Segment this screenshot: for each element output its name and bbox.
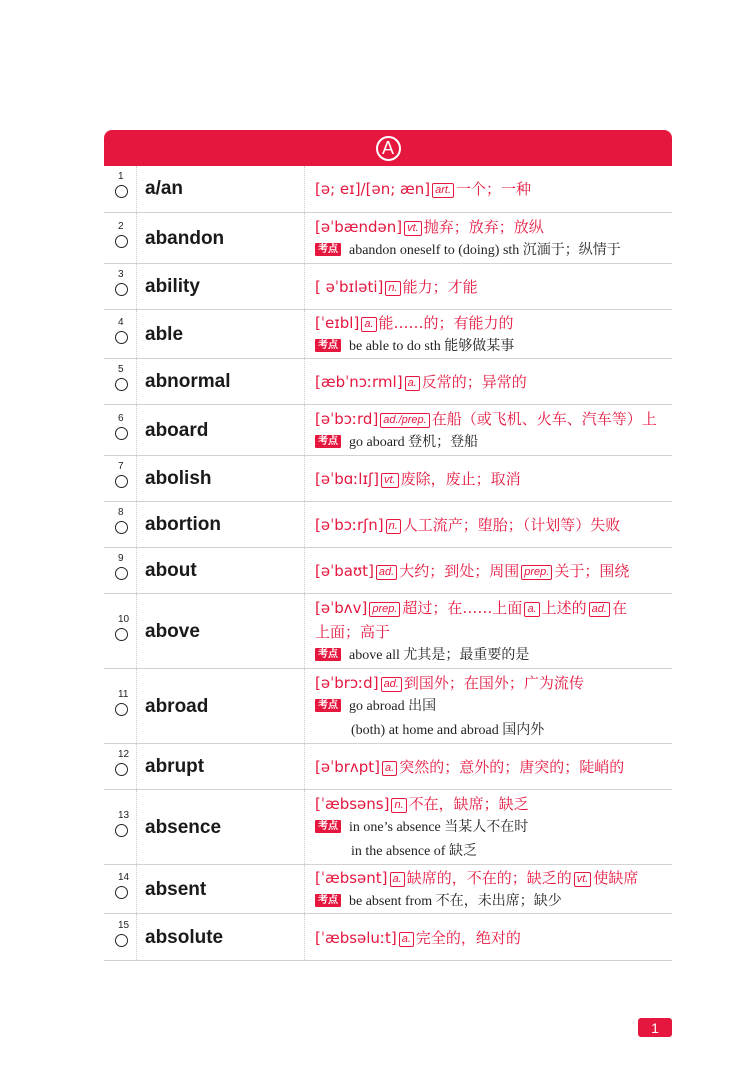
meaning: 在船（或飞机、火车、汽车等）上 bbox=[431, 409, 657, 428]
meaning: 不在，缺席；缺乏 bbox=[408, 794, 529, 813]
entry-number: 2 bbox=[118, 220, 124, 232]
meaning: 能力；才能 bbox=[402, 278, 478, 296]
meaning: 废除，废止；取消 bbox=[400, 470, 521, 488]
exam-point-line bbox=[315, 644, 668, 668]
entry-row bbox=[104, 358, 672, 404]
checkbox-circle-icon[interactable] bbox=[115, 934, 128, 947]
checkbox-circle-icon[interactable] bbox=[115, 567, 128, 580]
definition-line bbox=[315, 467, 668, 491]
phonetic: [əˈbaʊt] bbox=[315, 562, 374, 580]
part-of-speech-tag: a. bbox=[524, 602, 539, 617]
entry-word: abortion bbox=[145, 514, 221, 535]
checkbox-circle-icon[interactable] bbox=[115, 628, 128, 641]
exam-point-text: (both) at home and abroad 国内外 bbox=[351, 722, 545, 738]
part-of-speech-tag: ad. bbox=[589, 602, 610, 617]
checkbox-circle-icon[interactable] bbox=[115, 763, 128, 776]
exam-point-badge: 考点 bbox=[315, 894, 341, 907]
phonetic: [æbˈnɔːrml] bbox=[315, 373, 403, 391]
definition-line bbox=[315, 177, 668, 201]
exam-point-text: abandon oneself to (doing) sth 沉湎于；纵情于 bbox=[349, 242, 621, 258]
definition-line bbox=[315, 559, 668, 583]
entry-word: aboard bbox=[145, 419, 209, 441]
definition-line bbox=[315, 792, 668, 816]
exam-point-line bbox=[315, 335, 668, 359]
exam-point-badge: 考点 bbox=[315, 243, 341, 256]
part-of-speech-tag: ad. bbox=[381, 677, 402, 692]
entry-word: about bbox=[145, 560, 197, 581]
checkbox-circle-icon[interactable] bbox=[115, 475, 128, 488]
definition-line bbox=[315, 275, 668, 299]
entry-number: 14 bbox=[118, 871, 130, 883]
part-of-speech-tag: a. bbox=[399, 932, 414, 947]
entry-row bbox=[104, 913, 672, 960]
phonetic: [ˈæbsəluːt] bbox=[315, 928, 397, 947]
phonetic: [ əˈbɪləti] bbox=[315, 278, 384, 296]
exam-point-text: be absent from 不在，未出席；缺少 bbox=[349, 893, 562, 909]
meaning: 上述的 bbox=[541, 598, 587, 617]
entry-word: abrupt bbox=[145, 756, 205, 777]
entry-number: 7 bbox=[118, 461, 124, 472]
exam-point-badge: 考点 bbox=[315, 820, 341, 833]
entry-word: abandon bbox=[145, 227, 225, 249]
exam-point-line bbox=[315, 695, 668, 719]
entry-word: abroad bbox=[145, 695, 209, 717]
part-of-speech-tag: ad./prep. bbox=[380, 413, 429, 428]
meaning: 一个；一种 bbox=[456, 180, 532, 198]
exam-point-text: go aboard 登机；登船 bbox=[349, 434, 479, 450]
part-of-speech-tag: n. bbox=[391, 798, 406, 813]
entry-word: absent bbox=[145, 878, 207, 900]
part-of-speech-tag: n. bbox=[385, 281, 400, 296]
definition-line bbox=[315, 311, 668, 335]
entry-row bbox=[104, 501, 672, 547]
part-of-speech-tag: prep. bbox=[521, 565, 552, 580]
entry-definition bbox=[315, 671, 668, 743]
entry-definition bbox=[315, 215, 668, 263]
page-number: 1 bbox=[638, 1018, 672, 1037]
exam-point-line bbox=[315, 431, 668, 455]
phonetic: [ˈeɪbl] bbox=[315, 313, 360, 332]
entry-definition bbox=[315, 311, 668, 359]
checkbox-circle-icon[interactable] bbox=[115, 378, 128, 391]
entry-number: 6 bbox=[118, 412, 124, 424]
checkbox-circle-icon[interactable] bbox=[115, 886, 128, 899]
entry-word: absolute bbox=[145, 926, 224, 948]
entry-row bbox=[104, 789, 672, 864]
entry-definition bbox=[315, 866, 668, 914]
exam-point-text: above all 尤其是；最重要的是 bbox=[349, 647, 530, 663]
part-of-speech-tag: ad. bbox=[376, 565, 397, 580]
entry-definition bbox=[315, 792, 668, 864]
entry-row bbox=[104, 593, 672, 668]
meaning: 完全的，绝对的 bbox=[415, 928, 521, 947]
definition-line bbox=[315, 596, 668, 620]
phonetic: [əˈbɑːlɪʃ] bbox=[315, 470, 379, 488]
entry-row bbox=[104, 668, 672, 743]
part-of-speech-tag: a. bbox=[382, 761, 397, 776]
part-of-speech-tag: a. bbox=[405, 376, 420, 391]
exam-point-line bbox=[315, 239, 668, 263]
part-of-speech-tag: n. bbox=[386, 519, 401, 534]
entry-number: 12 bbox=[118, 749, 130, 760]
entry-row bbox=[104, 309, 672, 358]
phonetic: [ˈæbsəns] bbox=[315, 794, 390, 813]
entry-definition bbox=[315, 370, 668, 394]
meaning: 缺席的，不在的；缺乏的 bbox=[406, 868, 572, 887]
entry-number: 5 bbox=[118, 364, 124, 375]
meaning: 反常的；异常的 bbox=[421, 373, 527, 391]
exam-point-line bbox=[315, 840, 668, 864]
exam-point-badge: 考点 bbox=[315, 339, 341, 352]
entry-row bbox=[104, 455, 672, 501]
meaning: 使缺席 bbox=[593, 868, 639, 887]
exam-point-text: be able to do sth 能够做某事 bbox=[349, 338, 515, 354]
section-letter: A bbox=[376, 136, 401, 161]
meaning: 到国外；在国外；广为流传 bbox=[403, 673, 584, 692]
exam-point-text: go abroad 出国 bbox=[349, 698, 437, 714]
checkbox-circle-icon[interactable] bbox=[115, 235, 128, 248]
entry-list bbox=[104, 166, 672, 960]
checkbox-circle-icon[interactable] bbox=[115, 185, 128, 198]
entry-row bbox=[104, 743, 672, 789]
checkbox-circle-icon[interactable] bbox=[115, 703, 128, 716]
entry-number: 15 bbox=[118, 919, 130, 931]
definition-line bbox=[315, 620, 668, 644]
exam-point-badge: 考点 bbox=[315, 435, 341, 448]
exam-point-text: in the absence of 缺乏 bbox=[351, 843, 477, 859]
entry-definition bbox=[315, 275, 668, 299]
definition-line bbox=[315, 671, 668, 695]
entry-number: 3 bbox=[118, 269, 124, 280]
entry-definition bbox=[315, 513, 668, 537]
entry-number: 1 bbox=[118, 171, 124, 182]
entry-definition bbox=[315, 926, 668, 950]
phonetic: [əˈbɔːrʃn] bbox=[315, 516, 384, 534]
definition-line bbox=[315, 215, 668, 239]
meaning: 关于；围绕 bbox=[554, 562, 630, 580]
phonetic: [əˈbrɔːd] bbox=[315, 673, 379, 692]
entry-word: ability bbox=[145, 276, 200, 297]
entry-row bbox=[104, 404, 672, 455]
vocabulary-table bbox=[104, 130, 672, 961]
entry-word: above bbox=[145, 620, 200, 642]
entry-row bbox=[104, 263, 672, 309]
entry-row bbox=[104, 864, 672, 913]
phonetic: [ə; eɪ]/[ən; æn] bbox=[315, 180, 431, 198]
exam-point-line bbox=[315, 890, 668, 914]
phonetic: [ˈæbsənt] bbox=[315, 868, 388, 887]
entry-number: 9 bbox=[118, 553, 124, 564]
entry-definition bbox=[315, 407, 668, 455]
part-of-speech-tag: a. bbox=[390, 872, 405, 887]
entry-row bbox=[104, 166, 672, 212]
definition-line bbox=[315, 407, 668, 431]
entry-number: 8 bbox=[118, 507, 124, 518]
meaning: 上面；高于 bbox=[315, 622, 391, 641]
checkbox-circle-icon[interactable] bbox=[115, 331, 128, 344]
part-of-speech-tag: vt. bbox=[404, 221, 422, 236]
part-of-speech-tag: vt. bbox=[381, 473, 399, 488]
exam-point-line bbox=[315, 719, 668, 743]
meaning: 超过；在……上面 bbox=[402, 598, 523, 617]
definition-line bbox=[315, 926, 668, 950]
part-of-speech-tag: vt. bbox=[574, 872, 592, 887]
entry-number: 10 bbox=[118, 613, 130, 625]
checkbox-circle-icon[interactable] bbox=[115, 521, 128, 534]
part-of-speech-tag: art. bbox=[432, 183, 454, 198]
entry-word: abolish bbox=[145, 468, 212, 489]
definition-line bbox=[315, 866, 668, 890]
meaning: 大约；到处；周围 bbox=[399, 562, 520, 580]
phonetic: [əˈbændən] bbox=[315, 217, 403, 236]
part-of-speech-tag: prep. bbox=[369, 602, 400, 617]
exam-point-line bbox=[315, 816, 668, 840]
checkbox-circle-icon[interactable] bbox=[115, 824, 128, 837]
entry-definition bbox=[315, 559, 668, 583]
entry-word: absence bbox=[145, 816, 222, 838]
exam-point-badge: 考点 bbox=[315, 648, 341, 661]
meaning: 抛弃；放弃；放纵 bbox=[423, 217, 544, 236]
part-of-speech-tag: a. bbox=[361, 317, 376, 332]
entry-definition bbox=[315, 467, 668, 491]
phonetic: [əˈbʌv] bbox=[315, 598, 368, 617]
meaning: 在 bbox=[611, 598, 627, 617]
entry-number: 4 bbox=[118, 316, 124, 328]
phonetic: [əˈbrʌpt] bbox=[315, 758, 381, 776]
entry-definition bbox=[315, 596, 668, 668]
meaning: 突然的；意外的；唐突的；陡峭的 bbox=[399, 758, 625, 776]
entry-row bbox=[104, 212, 672, 263]
exam-point-badge: 考点 bbox=[315, 699, 341, 712]
entry-number: 13 bbox=[118, 809, 130, 821]
entry-definition bbox=[315, 755, 668, 779]
meaning: 人工流产；堕胎；（计划等）失败 bbox=[402, 516, 621, 534]
definition-line bbox=[315, 370, 668, 394]
section-header bbox=[104, 130, 672, 166]
entry-word: able bbox=[145, 323, 184, 345]
checkbox-circle-icon[interactable] bbox=[115, 283, 128, 296]
phonetic: [əˈbɔːrd] bbox=[315, 409, 379, 428]
definition-line bbox=[315, 513, 668, 537]
entry-word: abnormal bbox=[145, 371, 231, 392]
entry-number: 11 bbox=[118, 688, 129, 700]
entry-row bbox=[104, 547, 672, 593]
meaning: 能……的；有能力的 bbox=[378, 313, 514, 332]
exam-point-text: in one’s absence 当某人不在时 bbox=[349, 819, 529, 835]
checkbox-circle-icon[interactable] bbox=[115, 427, 128, 440]
entry-definition bbox=[315, 177, 668, 201]
entry-word: a/an bbox=[145, 178, 184, 199]
definition-line bbox=[315, 755, 668, 779]
